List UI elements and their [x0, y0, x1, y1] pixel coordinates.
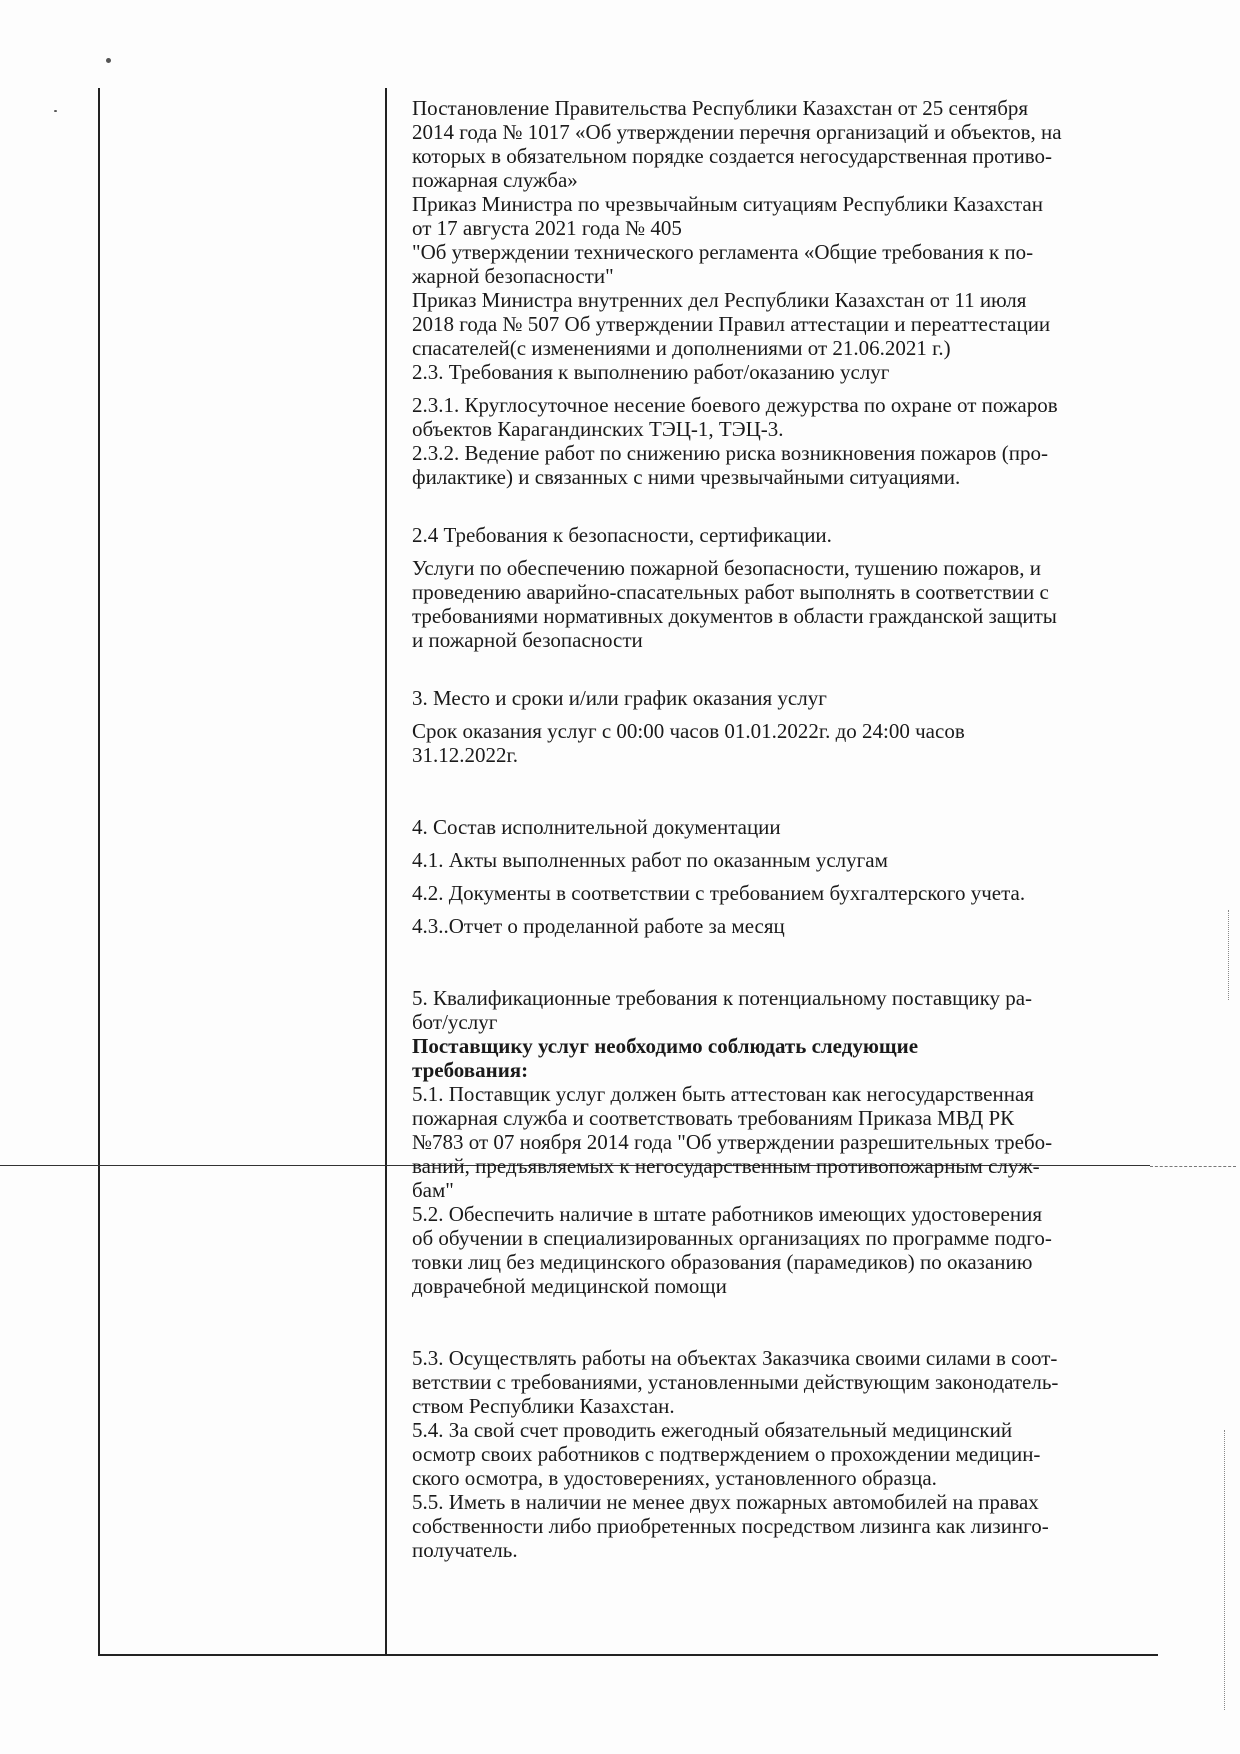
document-line: собственности либо приобретенных посредством лизинга как лизинго- — [412, 1514, 1049, 1538]
document-line: 4.3..Отчет о проделанной работе за месяц — [412, 914, 785, 938]
document-line: пожарная служба» — [412, 168, 578, 192]
document-line: требования: — [412, 1058, 529, 1082]
paragraph-spacer — [412, 905, 1122, 914]
document-line: 5.1. Поставщик услуг должен быть аттестован как негосударственная — [412, 1082, 1034, 1106]
document-line: ветствии с требованиями, установленными действующим законодатель- — [412, 1370, 1059, 1394]
document-line: пожарная служба и соответствовать требованиям Приказа МВД РК — [412, 1106, 1015, 1130]
document-line: 4.1. Акты выполненных работ по оказанным услугам — [412, 848, 888, 872]
document-line: бам" — [412, 1178, 454, 1202]
document-line: жарной безопасности" — [412, 264, 614, 288]
table-bottom-border — [98, 1654, 1158, 1656]
document-line: 5.4. За свой счет проводить ежегодный обязательный медицинский — [412, 1418, 1013, 1442]
document-line: Приказ Министра по чрезвычайным ситуациям Республики Казахстан — [412, 192, 1043, 216]
paragraph-spacer — [412, 767, 1122, 815]
document-line: 2.3.2. Ведение работ по снижению риска возникновения пожаров (про- — [412, 441, 1048, 465]
document-line: 2.4 Требования к безопасности, сертификации. — [412, 523, 832, 547]
scan-edge-mark — [1224, 1430, 1226, 1710]
requirements-text-column — [412, 96, 1122, 1562]
paragraph-spacer — [412, 547, 1122, 556]
paragraph-spacer — [412, 384, 1122, 393]
table-column-divider — [385, 88, 387, 1656]
paragraph-spacer — [412, 872, 1122, 881]
document-line: 4.2. Документы в соответствии с требованием бухгалтерского учета. — [412, 881, 1026, 905]
document-line: 5.5. Иметь в наличии не менее двух пожарных автомобилей на правах — [412, 1490, 1039, 1514]
document-line: объектов Карагандинских ТЭЦ-1, ТЭЦ-3. — [412, 417, 784, 441]
document-line: ваний, предъявляемых к негосударственным противопожарным служ- — [412, 1154, 1040, 1178]
document-line: доврачебной медицинской помощи — [412, 1274, 727, 1298]
document-line: 5. Квалификационные требования к потенциальному поставщику ра- — [412, 986, 1033, 1010]
document-line: Срок оказания услуг с 00:00 часов 01.01.2022г. до 24:00 часов — [412, 719, 965, 743]
document-line: Услуги по обеспечению пожарной безопасности, тушению пожаров, и — [412, 556, 1041, 580]
document-line: осмотр своих работников с подтверждением о прохождении медицин- — [412, 1442, 1041, 1466]
paragraph-spacer — [412, 710, 1122, 719]
document-line: "Об утверждении технического регламента «Общие требования к по- — [412, 240, 1034, 264]
document-line: 2.3.1. Круглосуточное несение боевого дежурства по охране от пожаров — [412, 393, 1058, 417]
document-line: бот/услуг — [412, 1010, 498, 1034]
document-line: ского осмотра, в удостоверениях, установленного образца. — [412, 1466, 937, 1490]
scan-speck — [106, 58, 111, 63]
document-line: получатель. — [412, 1538, 518, 1562]
document-line: филактике) и связанных с ними чрезвычайными ситуациями. — [412, 465, 961, 489]
paragraph-spacer — [412, 489, 1122, 523]
document-line: Приказ Министра внутренних дел Республики Казахстан от 11 июля — [412, 288, 1027, 312]
paragraph-spacer — [412, 938, 1122, 986]
document-line: требованиями нормативных документов в области гражданской защиты — [412, 604, 1057, 628]
document-line: которых в обязательном порядке создается негосударственная противо- — [412, 144, 1053, 168]
document-line: и пожарной безопасности — [412, 628, 643, 652]
document-line: 2018 года № 507 Об утверждении Правил аттестации и переаттестации — [412, 312, 1051, 336]
paragraph-spacer — [412, 839, 1122, 848]
document-line: 5.3. Осуществлять работы на объектах Заказчика своими силами в соот- — [412, 1346, 1058, 1370]
table-left-border — [98, 88, 100, 1656]
scan-edge-mark — [1228, 910, 1230, 1000]
document-line: об обучении в специализированных организациях по программе подго- — [412, 1226, 1052, 1250]
document-line: спасателей(с изменениями и дополнениями от 21.06.2021 г.) — [412, 336, 951, 360]
document-line: 3. Место и сроки и/или график оказания услуг — [412, 686, 827, 710]
document-line: проведению аварийно-спасательных работ выполнять в соответствии с — [412, 580, 1049, 604]
document-line: №783 от 07 ноября 2014 года "Об утверждении разрешительных требо- — [412, 1130, 1053, 1154]
document-line: 2014 года № 1017 «Об утверждении перечня организаций и объектов, на — [412, 120, 1062, 144]
document-line: Постановление Правительства Республики Казахстан от 25 сентября — [412, 96, 1029, 120]
document-line: от 17 августа 2021 года № 405 — [412, 216, 682, 240]
document-line: 31.12.2022г. — [412, 743, 518, 767]
document-line: 4. Состав исполнительной документации — [412, 815, 781, 839]
document-line: 5.2. Обеспечить наличие в штате работников имеющих удостоверения — [412, 1202, 1043, 1226]
scan-speck — [54, 110, 57, 112]
document-line: Поставщику услуг необходимо соблюдать следующие — [412, 1034, 919, 1058]
paragraph-spacer — [412, 1298, 1122, 1346]
page-fold-tail — [1150, 1166, 1236, 1168]
paragraph-spacer — [412, 652, 1122, 686]
document-line: 2.3. Требования к выполнению работ/оказанию услуг — [412, 360, 890, 384]
document-line: ством Республики Казахстан. — [412, 1394, 675, 1418]
document-line: товки лиц без медицинского образования (парамедиков) по оказанию — [412, 1250, 1033, 1274]
